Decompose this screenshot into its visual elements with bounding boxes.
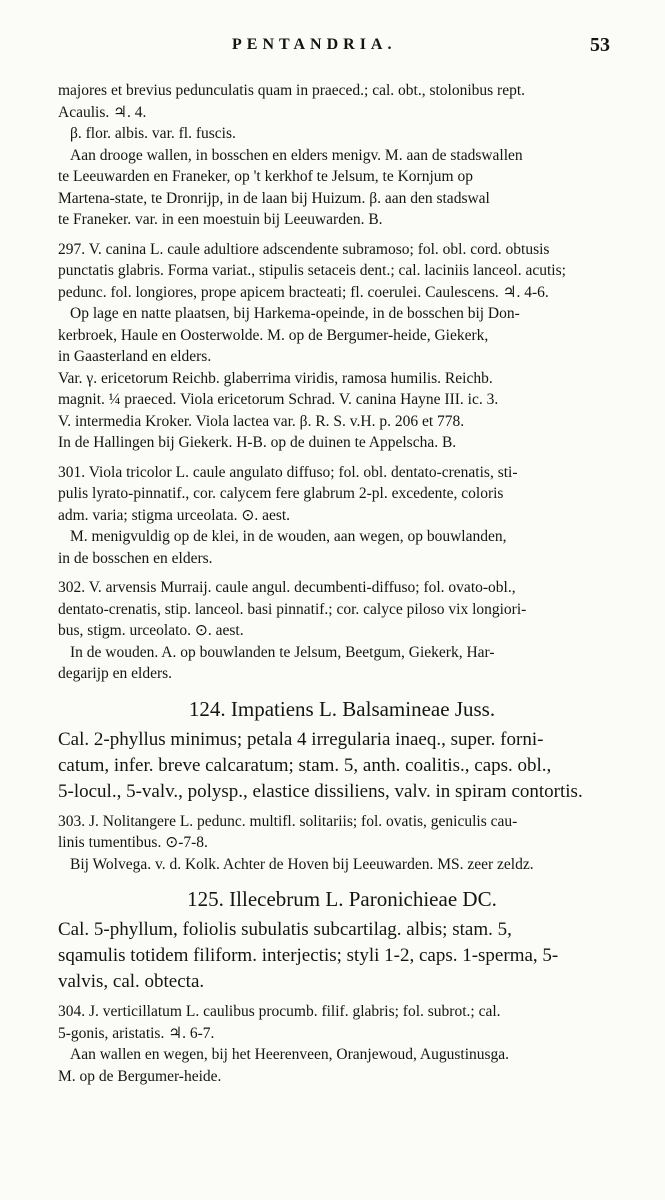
text-line: pulis lyrato-pinnatif., cor. calycem fere glabrum 2-pl. excedente, coloris <box>58 485 504 502</box>
page-body <box>58 80 626 1090</box>
text-line: In de wouden. A. op bouwlanden te Jelsum, Beetgum, Giekerk, Har- <box>70 643 495 661</box>
text-line: te Franeker. var. in een moestuin bij Leeuwarden. B. <box>58 211 383 228</box>
text-line: valvis, cal. obtecta. <box>58 971 205 992</box>
text-line: Cal. 5-phyllum, foliolis subulatis subcartilag. albis; stam. 5, <box>58 919 512 940</box>
text-line: Aan wallen en wegen, bij het Heerenveen, Oranjewoud, Augustinusga. <box>70 1046 510 1063</box>
text-line: M. op de Bergumer-heide. <box>58 1067 222 1085</box>
species-entry-301 <box>58 462 626 570</box>
page-header <box>0 34 665 58</box>
species-entry-303 <box>58 811 626 876</box>
text-line: Martena-state, te Dronrijp, in de laan bij Huizum. β. aan den stadswal <box>58 189 490 207</box>
text-line: 303. J. Nolitangere L. pedunc. multifl. solitariis; fol. ovatis, geniculis cau- <box>58 812 518 830</box>
text-line: adm. varia; stigma urceolata. ⊙. aest. <box>58 506 291 524</box>
species-entry-302 <box>58 577 626 685</box>
text-line: majores et brevius pedunculatis quam in praeced.; cal. obt., stolonibus rept. <box>58 82 526 99</box>
text-line: β. flor. albis. var. fl. fuscis. <box>70 125 236 142</box>
text-line: catum, infer. breve calcaratum; stam. 5, anth. coalitis., caps. obl., <box>58 754 552 776</box>
species-entry-297 <box>58 239 626 454</box>
text-line: in Gaasterland en elders. <box>58 348 212 365</box>
genus-heading-125: 125. Illecebrum L. Paronichieae DC. <box>187 887 497 911</box>
text-line: V. intermedia Kroker. Viola lactea var. β. R. S. v.H. p. 206 et 778. <box>58 412 465 430</box>
text-line: Var. γ. ericetorum Reichb. glaberrima viridis, ramosa humilis. Reichb. <box>58 369 493 387</box>
genus-description-125 <box>58 917 626 995</box>
text-line: In de Hallingen bij Giekerk. H-B. op de duinen te Appelscha. B. <box>58 434 457 451</box>
species-entry-viola-continued <box>58 80 626 231</box>
text-line: punctatis glabris. Forma variat., stipulis setaceis dent.; cal. laciniis lanceol. acutis; <box>58 262 566 279</box>
text-line: linis tumentibus. ⊙-7-8. <box>58 834 208 851</box>
text-line: in de bosschen en elders. <box>58 549 213 567</box>
running-head: PENTANDRIA. <box>232 36 397 53</box>
text-line: 302. V. arvensis Murraij. caule angul. decumbenti-diffuso; fol. ovato-obl., <box>58 579 516 596</box>
text-line: 5-gonis, aristatis. ♃. 6-7. <box>58 1024 215 1042</box>
text-line: M. menigvuldig op de klei, in de wouden, aan wegen, op bouwlanden, <box>70 528 507 545</box>
text-line: 5-locul., 5-valv., polysp., elastice dissiliens, valv. in spiram contortis. <box>58 780 583 802</box>
text-line: 297. V. canina L. caule adultiore adscendente subramoso; fol. obl. cord. obtusis <box>58 240 550 258</box>
text-line: kerbroek, Haule en Oosterwolde. M. op de Bergumer-heide, Giekerk, <box>58 326 489 344</box>
text-line: Acaulis. ♃. 4. <box>58 103 147 121</box>
text-line: 304. J. verticillatum L. caulibus procumb. filif. glabris; fol. subrot.; cal. <box>58 1003 501 1020</box>
species-entry-304 <box>58 1001 626 1087</box>
text-line: sqamulis totidem filiform. interjectis; styli 1-2, caps. 1-sperma, 5- <box>58 945 559 966</box>
text-line: magnit. ¼ praeced. Viola ericetorum Schrad. V. canina Hayne III. ic. 3. <box>58 391 499 408</box>
text-line: dentato-crenatis, stip. lanceol. basi pinnatif.; cor. calyce piloso vix longiori- <box>58 600 527 618</box>
genus-description-124 <box>58 727 626 805</box>
text-line: Bij Wolvega. v. d. Kolk. Achter de Hoven bij Leeuwarden. MS. zeer zeldz. <box>70 855 534 873</box>
text-line: te Leeuwarden en Franeker, op 't kerkhof te Jelsum, te Kornjum op <box>58 168 473 185</box>
text-line: bus, stigm. urceolato. ⊙. aest. <box>58 622 244 639</box>
text-line: Op lage en natte plaatsen, bij Harkema-opeinde, in de bosschen bij Don- <box>70 305 520 322</box>
text-line: Cal. 2-phyllus minimus; petala 4 irregularia inaeq., super. forni- <box>58 728 544 750</box>
page-number: 53 <box>590 34 610 56</box>
text-line: Aan drooge wallen, in bosschen en elders menigv. M. aan de stadswallen <box>70 146 523 164</box>
genus-heading-124: 124. Impatiens L. Balsamineae Juss. <box>188 696 496 721</box>
text-line: degarijp en elders. <box>58 665 173 682</box>
text-line: pedunc. fol. longiores, prope apicem bracteati; fl. coerulei. Caulescens. ♃. 4-6. <box>58 283 549 301</box>
text-line: 301. Viola tricolor L. caule angulato diffuso; fol. obl. dentato-crenatis, sti- <box>58 463 518 481</box>
